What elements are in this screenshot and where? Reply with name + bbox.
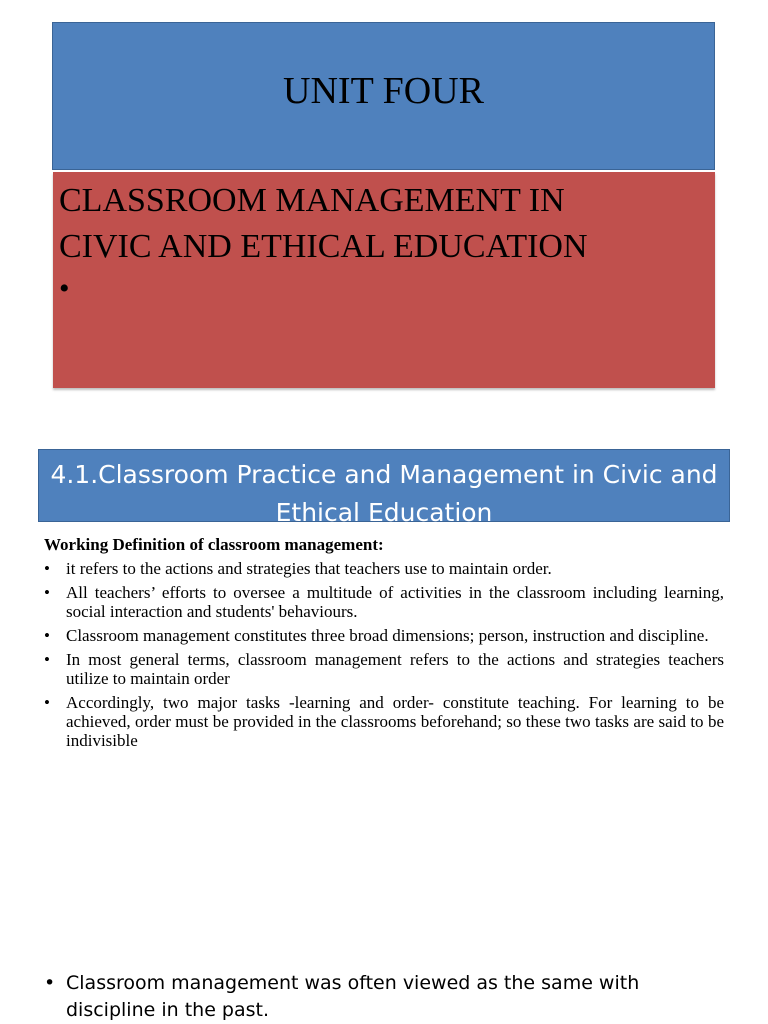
list-item <box>44 650 724 688</box>
list-item <box>44 626 724 645</box>
section-heading: 4.1.Classroom Practice and Management in Civic and Ethical Education <box>50 460 718 527</box>
unit-subtitle-box <box>53 172 715 388</box>
bullet-icon: • <box>44 972 56 994</box>
bullet-icon: • <box>44 583 50 602</box>
list-item-text: Accordingly, two major tasks -learning and order- constitute teaching. For learning to be achieved, order must be provided in the classrooms beforehand; so these two tasks are said to be indivisible <box>66 693 724 750</box>
unit-subtitle-line-1: CLASSROOM MANAGEMENT IN <box>59 182 565 219</box>
unit-title-box <box>52 22 715 170</box>
definition-list <box>44 559 724 750</box>
list-item-text: All teachers’ efforts to oversee a multitude of activities in the classroom including learning, social interaction and students' behaviours. <box>66 583 724 621</box>
unit-title: UNIT FOUR <box>283 70 484 112</box>
list-item-text: In most general terms, classroom management refers to the actions and strategies teachers utilize to maintain order <box>66 650 724 688</box>
definition-heading: Working Definition of classroom management: <box>44 535 384 554</box>
bullet-icon: • <box>44 626 50 645</box>
empty-bullet-icon: • <box>59 272 70 305</box>
definition-content <box>44 535 724 755</box>
unit-subtitle-line-2: CIVIC AND ETHICAL EDUCATION <box>59 228 588 265</box>
bullet-icon: • <box>44 650 50 669</box>
bottom-content <box>44 970 734 1024</box>
section-header-box <box>38 449 730 527</box>
bullet-icon: • <box>44 693 50 712</box>
list-item <box>44 559 724 578</box>
list-item-text: it refers to the actions and strategies that teachers use to maintain order. <box>66 559 552 578</box>
list-item-text: Classroom management was often viewed as the same with discipline in the past. <box>66 972 640 1021</box>
list-item <box>44 693 724 750</box>
bullet-icon: • <box>44 559 50 578</box>
list-item-text: Classroom management constitutes three broad dimensions; person, instruction and discipline. <box>66 626 709 645</box>
list-item <box>44 583 724 621</box>
list-item <box>44 970 734 1024</box>
